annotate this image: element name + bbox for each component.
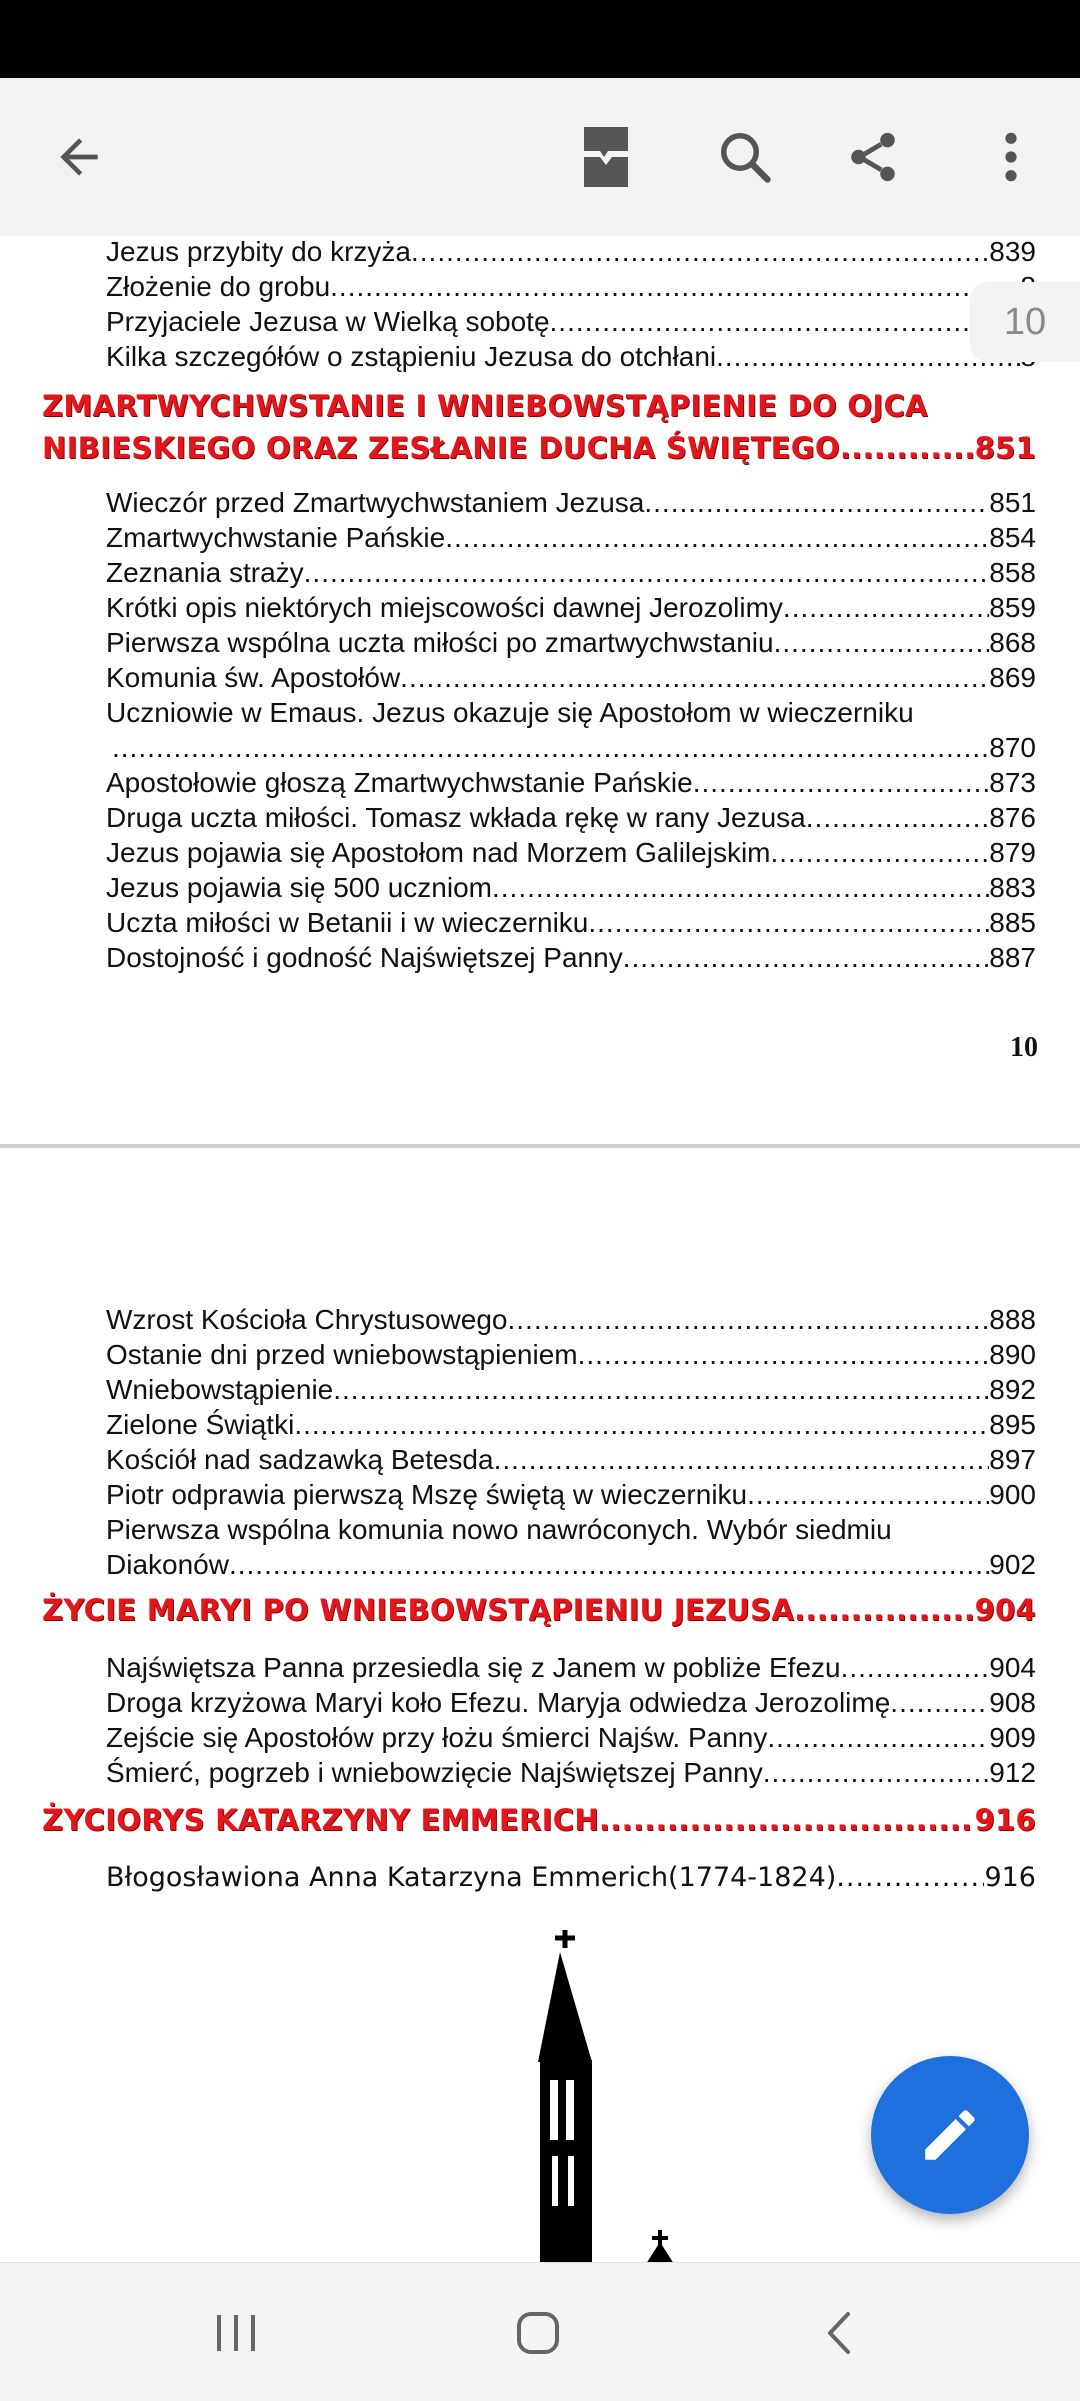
document-view-icon — [580, 127, 632, 187]
toc-entry[interactable]: Druga uczta miłości. Tomasz wkłada rękę w rany Jezusa ..... 876 — [106, 802, 1036, 834]
system-nav-bar — [0, 2262, 1080, 2401]
section-heading: NIBIESKIEGO ORAZ ZESŁANIE DUCHA ŚWIĘTEGO ..... 851 — [42, 428, 1036, 468]
document-page-10 — [0, 236, 1080, 1144]
back-button[interactable] — [34, 112, 124, 202]
toc-entry[interactable]: Apostołowie głoszą Zmartwychwstanie Pańskie ..... 873 — [106, 767, 1036, 799]
toc-entry[interactable]: Śmierć, pogrzeb i wniebowzięcie Najświętszej Panny ..... 912 — [106, 1757, 1036, 1789]
toc-entry[interactable]: Dostojność i godność Najświętszej Panny ..... 887 — [106, 942, 1036, 974]
toc-entry[interactable]: Jezus pojawia się Apostołom nad Morzem Galilejskim ..... 879 — [106, 837, 1036, 869]
document-view-button[interactable] — [561, 112, 651, 202]
toc-entry[interactable]: Pierwsza wspólna uczta miłości po zmartwychwstaniu ..... 868 — [106, 627, 1036, 659]
recents-icon — [211, 2311, 261, 2355]
home-button[interactable] — [488, 2293, 588, 2373]
section-heading: ŻYCIORYS KATARZYNY EMMERICH ..... 916 — [42, 1800, 1036, 1840]
page-indicator[interactable]: 10 — [970, 282, 1080, 362]
toc-entry[interactable]: Ostanie dni przed wniebowstąpieniem ..... 890 — [106, 1339, 1036, 1371]
more-options-button[interactable] — [966, 112, 1056, 202]
toc-entry-title[interactable]: Uczniowie w Emaus. Jezus okazuje się Apostołom w wieczerniku — [106, 697, 914, 728]
toc-entry[interactable]: Jezus przybity do krzyża ..... 839 — [106, 236, 1036, 268]
toc-entry[interactable]: Jezus pojawia się 500 uczniom ..... 883 — [106, 872, 1036, 904]
toc-entry[interactable]: Kościół nad sadzawką Betesda ..... 897 — [106, 1444, 1036, 1476]
edit-fab-button[interactable] — [871, 2056, 1029, 2214]
toc-entry[interactable]: Wniebowstąpienie ..... 892 — [106, 1374, 1036, 1406]
church-tower-illustration — [520, 1930, 680, 2264]
toc-entry[interactable]: Krótki opis niektórych miejscowości dawnej Jerozolimy ..... 859 — [106, 592, 1036, 624]
recents-button[interactable] — [186, 2293, 286, 2373]
toc-entry[interactable]: Zielone Świątki ..... 895 — [106, 1409, 1036, 1441]
search-icon — [715, 127, 775, 187]
back-arrow-icon — [51, 129, 107, 185]
section-heading: ZMARTWYCHWSTANIE I WNIEBOWSTĄPIENIE DO OJCA — [42, 389, 928, 423]
toc-entry[interactable]: Najświętsza Panna przesiedla się z Janem w pobliże Efezu ..... 904 — [106, 1652, 1036, 1684]
share-button[interactable] — [828, 112, 918, 202]
section-heading: ŻYCIE MARYI PO WNIEBOWSTĄPIENIU JEZUSA ..... 904 — [42, 1590, 1036, 1630]
toc-entry[interactable]: ..... 870 — [112, 732, 1036, 764]
nav-back-button[interactable] — [790, 2293, 890, 2373]
toc-entry[interactable]: Uczta miłości w Betanii i w wieczerniku ..... 885 — [106, 907, 1036, 939]
nav-back-icon — [820, 2308, 860, 2358]
toc-entry[interactable]: Wzrost Kościoła Chrystusowego ..... 888 — [106, 1304, 1036, 1336]
page-footer-number: 10 — [1010, 1032, 1038, 1063]
search-button[interactable] — [700, 112, 790, 202]
toc-entry[interactable]: Błogosławiona Anna Katarzyna Emmerich(1774-1824) ..... 916 — [106, 1862, 1036, 1894]
status-bar — [0, 0, 1080, 78]
toc-entry[interactable]: Diakonów ..... 902 — [106, 1549, 1036, 1581]
toc-entry[interactable]: Przyjaciele Jezusa w Wielką sobotę ..... — [106, 306, 1036, 338]
share-icon — [844, 128, 902, 186]
more-vert-icon — [1001, 129, 1021, 185]
toc-entry[interactable]: Zeznania straży ..... 858 — [106, 557, 1036, 589]
toc-entry[interactable]: Komunia św. Apostołów ..... 869 — [106, 662, 1036, 694]
app-toolbar — [0, 78, 1080, 237]
toc-entry[interactable]: Złożenie do grobu ..... — [106, 271, 1036, 303]
toc-entry[interactable]: Zejście się Apostołów przy łożu śmierci Najśw. Panny ..... 909 — [106, 1722, 1036, 1754]
toc-entry[interactable]: Piotr odprawia pierwszą Mszę świętą w wieczerniku ..... 900 — [106, 1479, 1036, 1511]
home-icon — [513, 2308, 563, 2358]
edit-pencil-icon — [917, 2102, 983, 2168]
toc-entry[interactable]: Wieczór przed Zmartwychwstaniem Jezusa ..... 851 — [106, 487, 1036, 519]
toc-entry[interactable]: Zmartwychwstanie Pańskie ..... 854 — [106, 522, 1036, 554]
toc-entry-title[interactable]: Pierwsza wspólna komunia nowo nawróconych. Wybór siedmiu — [106, 1514, 892, 1545]
toc-entry[interactable]: Kilka szczegółów o zstąpieniu Jezusa do otchłani ..... — [106, 341, 1036, 373]
toc-entry[interactable]: Droga krzyżowa Maryi koło Efezu. Maryja odwiedza Jerozolimę ..... 908 — [106, 1687, 1036, 1719]
